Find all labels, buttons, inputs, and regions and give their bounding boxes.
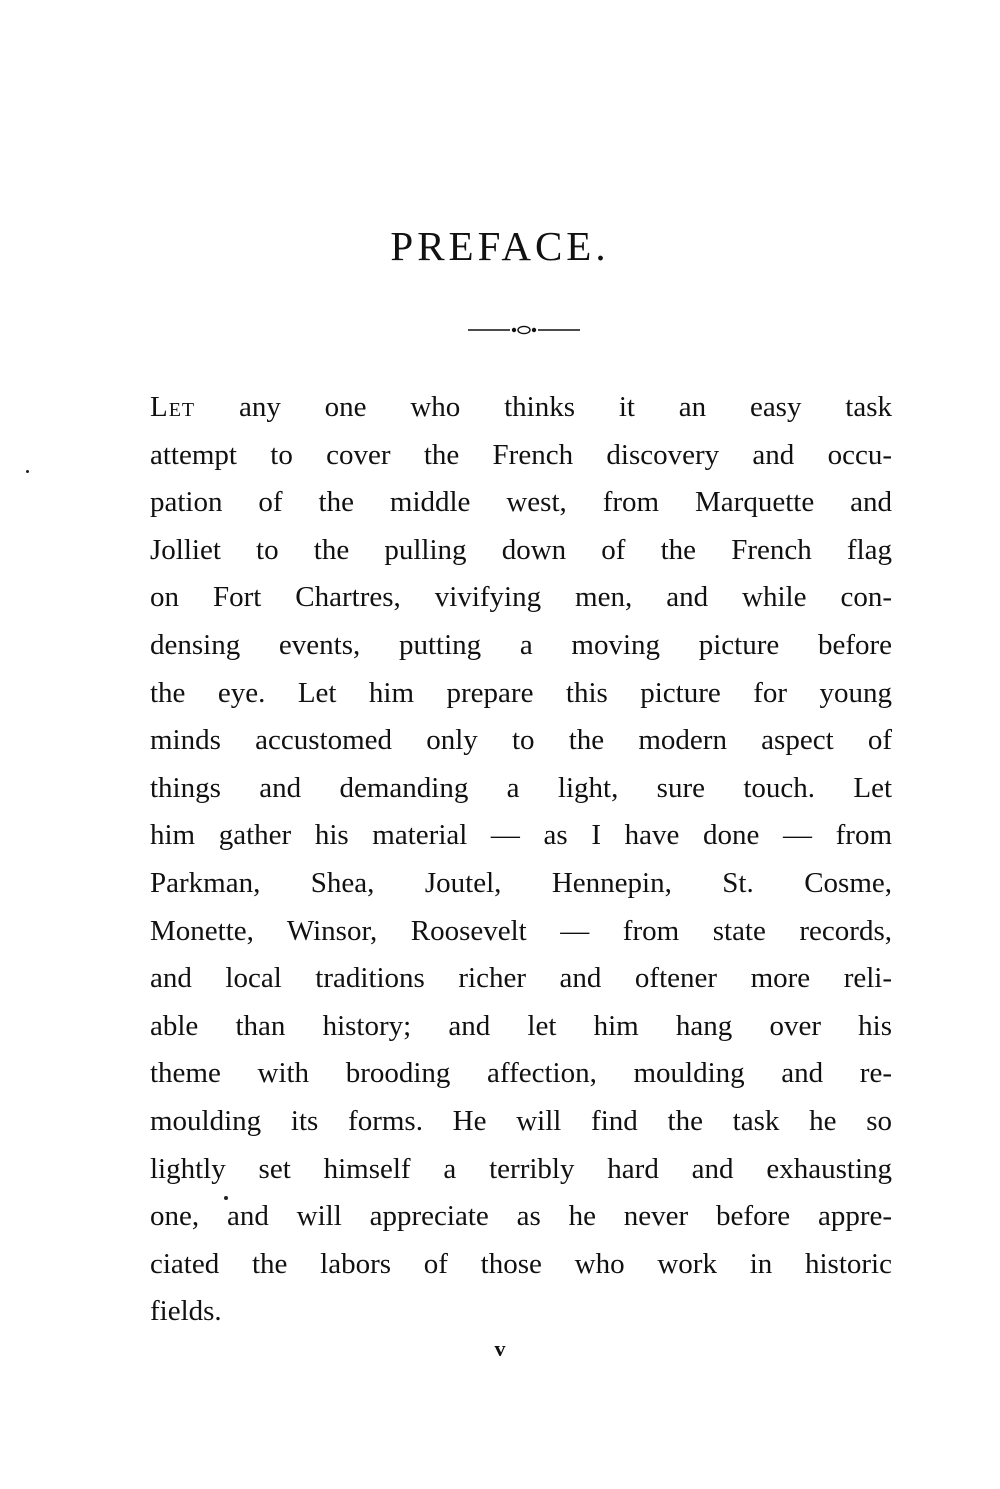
text-line: Monette, Winsor, Roosevelt — from state records, [150,914,892,947]
text-line: lightly set himself a terribly hard and exhausting [150,1152,892,1185]
text-line: densing events, putting a moving picture before [150,628,892,661]
page-title: PREFACE. [390,223,610,269]
text-line: Parkman, Shea, Joutel, Hennepin, St. Cosme, [150,866,892,899]
page-number: v [494,1336,506,1361]
text-line: things and demanding a light, sure touch. Let [150,771,892,804]
paper-speck [26,470,29,473]
text-line: him gather his material — as I have done — from [150,819,892,852]
text-line: the eye. Let him prepare this picture for young [150,676,892,709]
text-line: pation of the middle west, from Marquette and [150,486,892,519]
text-line: theme with brooding affection, moulding and re- [150,1057,892,1090]
divider-ornament-icon [468,320,580,340]
opening-word: Let [150,391,196,423]
text-line-1 [150,384,892,432]
text-line: moulding its forms. He will find the task he so [150,1104,892,1137]
text-line: on Fort Chartres, vivifying men, and while con- [150,581,892,614]
text-line-1-rest: any one who thinks it an easy task [238,391,893,423]
text-line: able than history; and let him hang over his [150,1009,892,1042]
text-line: and local traditions richer and oftener more reli- [150,962,892,995]
text-line: ciated the labors of those who work in historic [150,1247,892,1280]
text-line: Jolliet to the pulling down of the French flag [150,533,892,566]
preface-paragraph [150,384,892,1336]
text-line: one, and will appreciate as he never before appre- [150,1200,892,1233]
paper-speck [224,1196,228,1200]
text-line: fields. [150,1295,222,1328]
text-line: attempt to cover the French discovery and occu- [150,438,892,471]
text-line: minds accustomed only to the modern aspect of [150,724,892,757]
